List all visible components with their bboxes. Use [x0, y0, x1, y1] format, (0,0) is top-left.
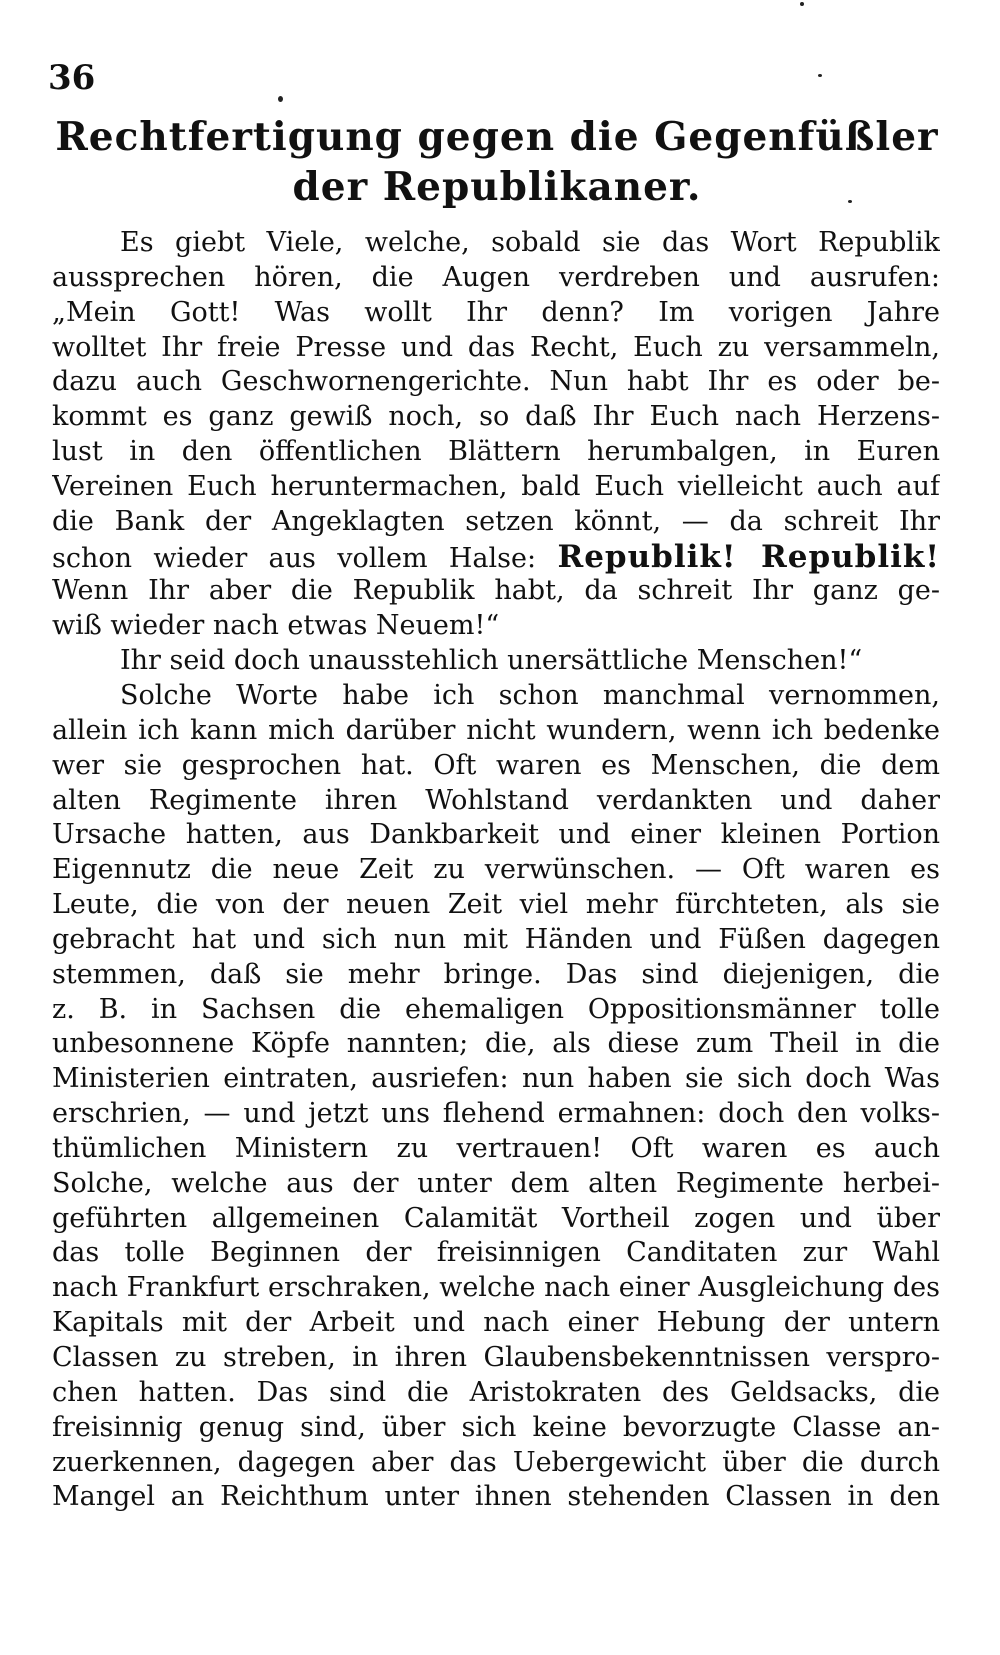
page-number: 36 [48, 58, 96, 98]
text-line: lust in den öffentlichen Blättern herumbalgen, in Euren [52, 436, 940, 468]
text-line: freisinnig genug sind, über sich keine bevorzugte Classe an- [52, 1411, 940, 1443]
text-line: Wenn Ihr aber die Republik habt, da schreit Ihr ganz ge- [52, 575, 940, 607]
text-line: wer sie gesprochen hat. Oft waren es Menschen, die dem [52, 749, 940, 781]
text-segment: schon wieder aus vollem Halse: [52, 542, 537, 574]
text-line: gebracht hat und sich nun mit Händen und Füßen dagegen [52, 923, 940, 955]
text-line: Mangel an Reichthum unter ihnen stehenden Classen in den [52, 1481, 940, 1513]
text-line: allein ich kann mich darüber nicht wundern, wenn ich bedenke [52, 714, 940, 746]
body-text [52, 226, 940, 1515]
text-line: die Bank der Angeklagten setzen könnt, — da schreit Ihr [52, 505, 940, 537]
print-speck [818, 74, 822, 77]
text-line: nach Frankfurt erschraken, welche nach einer Ausgleichung des [52, 1272, 940, 1304]
text-line: wiß wieder nach etwas Neuem!“ [52, 610, 500, 642]
text-line: das tolle Beginnen der freisinnigen Canditaten zur Wahl [52, 1237, 940, 1269]
text-line: chen hatten. Das sind die Aristokraten des Geldsacks, die [52, 1376, 940, 1408]
text-line: unbesonnene Köpfe nannten; die, als diese zum Theil in die [52, 1028, 940, 1060]
text-line: zuerkennen, dagegen aber das Uebergewicht über die durch [52, 1446, 940, 1478]
text-line: thümlichen Ministern zu vertrauen! Oft waren es auch [52, 1132, 940, 1164]
text-line: Classen zu streben, in ihren Glaubensbekenntnissen verspro- [52, 1342, 940, 1373]
text-line: Solche, welche aus der unter dem alten Regimente herbei- [52, 1167, 940, 1199]
text-line: Vereinen Euch heruntermachen, bald Euch vielleicht auch auf [52, 470, 940, 502]
text-line: stemmen, daß sie mehr bringe. Das sind diejenigen, die [52, 958, 940, 990]
text-line: Eigennutz die neue Zeit zu verwünschen. — Oft waren es [52, 854, 940, 886]
emphasized-exclamation: Republik! Republik! [557, 539, 940, 575]
text-line: aussprechen hören, die Augen verdreben und ausrufen: [52, 261, 940, 293]
text-line: alten Regimente ihren Wohlstand verdankten und daher [52, 784, 940, 816]
print-speck [800, 2, 804, 6]
text-line: Ursache hatten, aus Dankbarkeit und einer kleinen Portion [52, 819, 940, 851]
text-line: Leute, die von der neuen Zeit viel mehr fürchteten, als sie [52, 889, 940, 921]
text-line: Ihr seid doch unausstehlich unersättliche Menschen!“ [120, 645, 863, 677]
print-speck [278, 96, 283, 102]
text-line: geführten allgemeinen Calamität Vortheil zogen und über [52, 1202, 940, 1234]
text-line: Kapitals mit der Arbeit und nach einer Hebung der untern [52, 1307, 940, 1339]
text-line: Solche Worte habe ich schon manchmal vernommen, [120, 679, 940, 711]
text-line: z. B. in Sachsen die ehemaligen Oppositionsmänner tolle [52, 993, 940, 1025]
text-line: dazu auch Geschwornengerichte. Nun habt Ihr es oder be- [52, 366, 940, 398]
text-line: erschrien, — und jetzt uns flehend ermahnen: doch den volks- [52, 1098, 940, 1130]
text-line: kommt es ganz gewiß noch, so daß Ihr Euch nach Herzens- [52, 401, 940, 433]
text-line: Es giebt Viele, welche, sobald sie das Wort Republik [120, 227, 940, 258]
text-line: wolltet Ihr freie Presse und das Recht, Euch zu versammeln, [52, 331, 940, 363]
text-line: „Mein Gott! Was wollt Ihr denn? Im vorigen Jahre [52, 296, 940, 328]
text-line [52, 540, 940, 575]
chapter-title: Rechtfertigung gegen die Gegenfüßler der Republikaner. [55, 114, 939, 210]
text-line: Ministerien eintraten, ausriefen: nun haben sie sich doch Was [52, 1063, 940, 1095]
